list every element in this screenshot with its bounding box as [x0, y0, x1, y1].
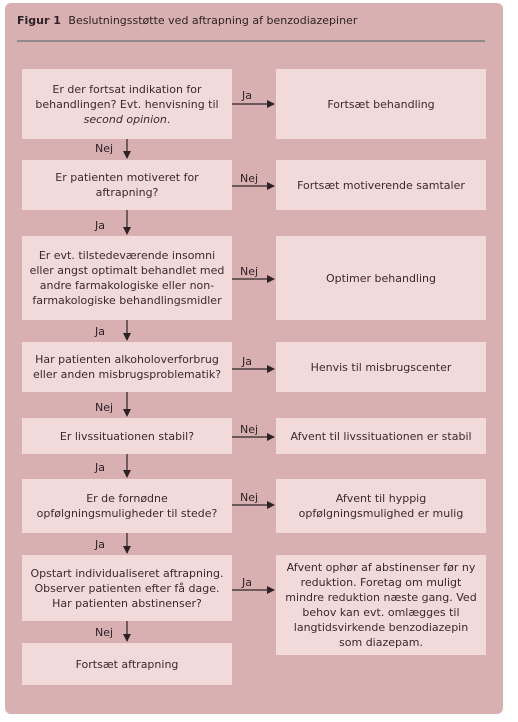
question-2-text: Er patienten motiveret for aftrapning?	[55, 171, 199, 199]
question-6-text: Er de fornødne opfølgningsmuligheder til stede?	[36, 492, 218, 520]
figure-title: Beslutningsstøtte ved aftrapning af benzodiazepiner	[68, 14, 358, 27]
next-label-7: Nej	[95, 626, 114, 639]
branch-label-1: Ja	[242, 89, 252, 102]
next-label-5: Ja	[95, 461, 105, 474]
branch-label-4: Ja	[242, 355, 252, 368]
action-6-text: Afvent til hyppig opfølgningsmulighed er mulig	[298, 492, 464, 520]
question-3-text: Er evt. tilstedeværende insomni eller angst optimalt behandlet med andre farmakologiske eller non- farmakologiske behandlingsmidler	[29, 249, 225, 307]
question-1-end: .	[166, 112, 171, 126]
question-5-text: Er livssituationen stabil?	[59, 429, 195, 443]
action-3-text: Optimer behandling	[326, 271, 436, 285]
next-label-2: Ja	[95, 219, 105, 232]
action-4-text: Henvis til misbrugscenter	[310, 360, 452, 374]
branch-label-5: Nej	[240, 423, 259, 436]
next-label-6: Ja	[95, 538, 105, 551]
figure-number: Figur 1	[17, 14, 61, 27]
branch-label-6: Nej	[240, 491, 259, 504]
action-2-text: Fortsæt motiverende samtaler	[297, 178, 465, 192]
branch-label-2: Nej	[240, 172, 259, 185]
next-label-4: Nej	[95, 401, 114, 414]
question-7-text: Opstart individualiseret aftrapning. Observer patienten efter få dage. Har patienten abstinenser?	[30, 566, 224, 610]
question-1-text: Er der fortsat indikation for behandlingen? Evt. henvisning til	[35, 82, 219, 111]
action-7-text: Afvent ophør af abstinenser før ny reduktion. Foretag om muligt mindre reduktion næste gang. Ved behov kan evt. omlægges til langtidsvirkende benzodiazepin som diazepam.	[285, 561, 477, 649]
next-label-3: Ja	[95, 325, 105, 338]
final-box-text: Fortsæt aftrapning	[75, 657, 179, 671]
action-1-text: Fortsæt behandling	[327, 97, 435, 111]
branch-label-3: Nej	[240, 265, 259, 278]
action-5-text: Afvent til livssituationen er stabil	[290, 429, 472, 443]
branch-label-7: Ja	[242, 576, 252, 589]
question-1-italic: second opinion	[83, 112, 167, 126]
next-label-1: Nej	[95, 142, 114, 155]
question-4-text: Har patienten alkoholoverforbrug eller anden misbrugsproblematik?	[32, 353, 222, 381]
